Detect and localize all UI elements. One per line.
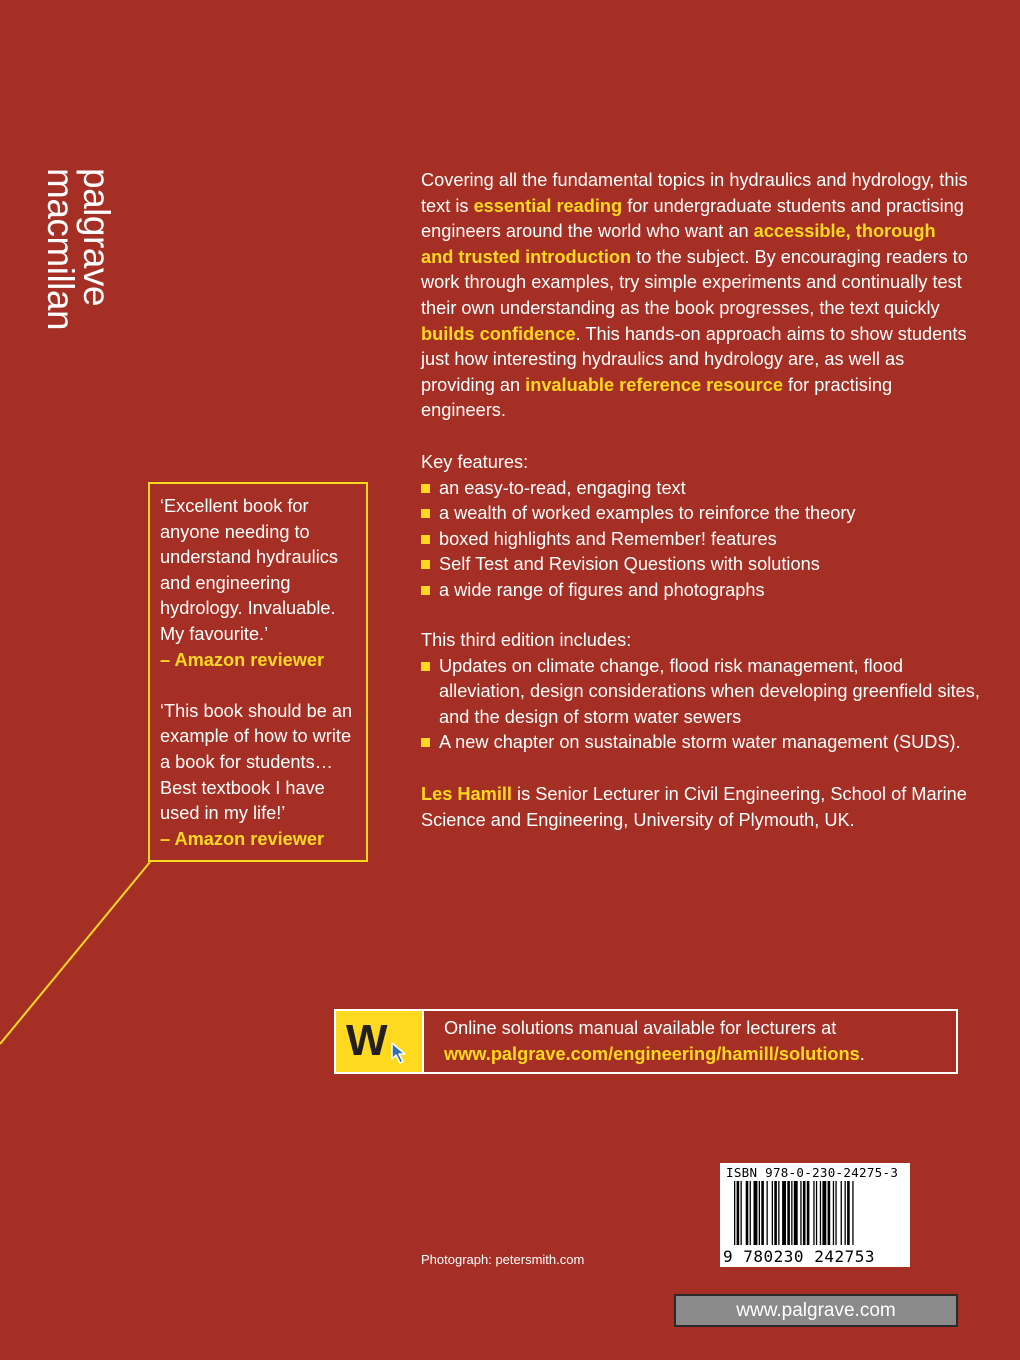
list-item [421,578,981,604]
description-text: to the subject. By encouraging readers to work through examples, try simple experiments and continually test their own understanding as the book progresses, the text quickly [421,246,968,318]
barcode-bar [759,1181,760,1245]
bullet-square-icon [421,560,430,569]
description-paragraph [421,168,971,424]
description-highlight: builds confidence [421,323,576,344]
key-features-heading: Key features: [421,452,529,472]
third-edition-section [421,628,981,756]
banner-text [444,1016,954,1067]
connector-line [0,860,160,1050]
barcode-bar [734,1181,735,1245]
w-letter: W [346,1016,388,1065]
bullet-square-icon [421,586,430,595]
description-text: . This hands-on approach aims to show students just how interesting hydraulics and hydrology are, as well as providing an [421,323,967,395]
publisher-website[interactable]: www.palgrave.com [674,1294,958,1327]
description-highlight: essential reading [473,195,623,216]
description-highlight: invaluable reference resource [525,374,783,395]
barcode-bar [803,1181,806,1245]
bullet-square-icon [421,662,430,671]
review-quote: ‘This book should be an example of how to write a book for students… Best textbook I have used in my life!’ [160,700,353,824]
barcode-bar [741,1181,742,1245]
isbn-label: ISBN 978-0-230-24275-3 [726,1165,899,1180]
barcode-bar [841,1181,842,1245]
w-web-icon [336,1011,424,1072]
barcode-bar [737,1181,740,1245]
key-features-section [421,450,981,604]
list-item [421,654,981,731]
review-attribution: – Amazon reviewer [160,828,325,849]
barcode-bar [791,1181,792,1245]
publisher-logo [38,168,117,348]
banner-period: . [859,1043,865,1064]
logo-palgrave: palgrave [76,168,117,306]
bullet-square-icon [421,738,430,747]
list-item-text: a wealth of worked examples to reinforce the theory [439,503,856,524]
cursor-arrow-icon [390,1041,412,1065]
barcode-bar [772,1181,773,1245]
list-item-text: boxed highlights and Remember! features [439,528,777,549]
photo-credit: Photograph: petersmith.com [421,1252,585,1267]
barcode-bar [816,1181,817,1245]
list-item [421,501,981,527]
barcode-bar [813,1181,814,1245]
banner-line: Online solutions manual available for lecturers at [444,1018,837,1038]
description-highlight: accessible, thorough and trusted introduction [421,221,936,267]
review-attribution: – Amazon reviewer [160,649,325,670]
barcode-bar [820,1181,821,1245]
list-item [421,476,981,502]
isbn-barcode [720,1163,910,1267]
bullet-square-icon [421,535,430,544]
barcode-bar [754,1181,758,1245]
barcode-bar [761,1181,764,1245]
description-text: Covering all the fundamental topics in hydraulics and hydrology, this text is [421,170,968,216]
author-bio-text: is Senior Lecturer in Civil Engineering, School of Marine Science and Engineering, University of Plymouth, UK. [421,784,967,830]
barcode-bar [847,1181,850,1245]
online-solutions-banner [334,1009,958,1074]
third-edition-heading: This third edition includes: [421,630,632,650]
list-item-text: A new chapter on sustainable storm water management (SUDS). [439,732,961,753]
list-item-text: Updates on climate change, flood risk management, flood alleviation, design considerations when developing greenfield sites, and the design of storm water sewers [439,655,980,727]
bullet-square-icon [421,509,430,518]
review-quote: ‘Excellent book for anyone needing to understand hydraulics and engineering hydrology. Invaluable. My favourite.’ [160,496,338,644]
barcode-bar [845,1181,846,1245]
barcode-bar [822,1181,826,1245]
barcode-bar [750,1181,751,1245]
solutions-link[interactable]: www.palgrave.com/engineering/hamill/solutions [444,1043,860,1064]
third-edition-list [421,654,981,756]
barcode-bar [833,1181,834,1245]
barcode-bar [778,1181,779,1245]
description-text: for practising engineers. [421,374,893,421]
barcode-bar [794,1181,798,1245]
barcode-bar [835,1181,836,1245]
book-description [421,168,971,424]
list-item [421,730,981,756]
barcode-bar [807,1181,810,1245]
barcode-digits: 9 780230 242753 [723,1247,875,1266]
author-name: Les Hamill [421,784,512,804]
barcode-bar [852,1181,853,1245]
reviews-box [148,482,368,862]
list-item-text: Self Test and Revision Questions with solutions [439,554,820,575]
barcode-bar [774,1181,777,1245]
barcode-bar [828,1181,831,1245]
barcode-bar [746,1181,749,1245]
barcode-bar [782,1181,786,1245]
list-item [421,527,981,553]
list-item-text: a wide range of figures and photographs [439,579,765,600]
logo-macmillan: macmillan [40,168,81,331]
barcode-bar [800,1181,801,1245]
description-text: for undergraduate students and practising engineers around the world who want an [421,195,964,242]
barcode-bar [767,1181,768,1245]
author-bio [421,782,981,833]
list-item-text: an easy-to-read, engaging text [439,477,686,498]
bullet-square-icon [421,484,430,493]
list-item [421,552,981,578]
barcode-bar [787,1181,790,1245]
key-features-list [421,476,981,604]
